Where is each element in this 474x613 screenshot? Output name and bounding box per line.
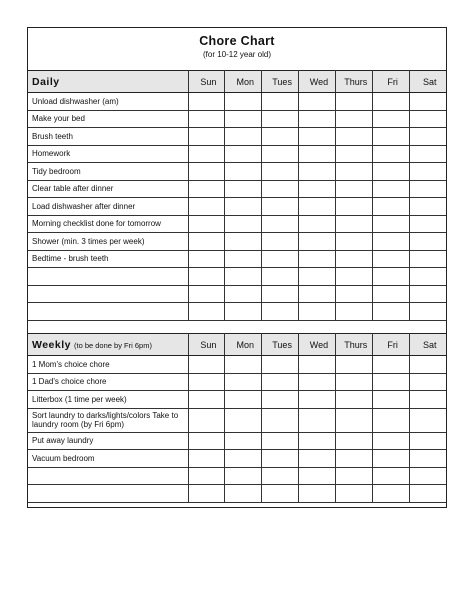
checkbox-cell-fri[interactable]: [372, 467, 409, 485]
checkbox-cell-wed[interactable]: [299, 128, 336, 146]
checkbox-cell-mon[interactable]: [225, 373, 262, 391]
checkbox-cell-thurs[interactable]: [335, 163, 372, 181]
checkbox-cell-tues[interactable]: [262, 450, 299, 468]
checkbox-cell-wed[interactable]: [299, 198, 336, 216]
checkbox-cell-sun[interactable]: [188, 180, 225, 198]
checkbox-cell-sun[interactable]: [188, 391, 225, 409]
weekly-heading-cell: [28, 334, 188, 356]
checkbox-cell-thurs[interactable]: [335, 180, 372, 198]
table-row: [28, 391, 446, 409]
weekly-note: (to be done by Fri 6pm): [74, 340, 152, 350]
checkbox-cell-sat[interactable]: [409, 268, 446, 286]
daily-heading-cell: [28, 71, 188, 93]
checkbox-cell-mon[interactable]: [225, 180, 262, 198]
checkbox-cell-fri[interactable]: [372, 198, 409, 216]
checkbox-cell-wed[interactable]: [299, 303, 336, 321]
checkbox-cell-wed[interactable]: [299, 233, 336, 251]
checkbox-cell-mon[interactable]: [225, 215, 262, 233]
checkbox-cell-fri[interactable]: [372, 93, 409, 111]
checkbox-cell-fri[interactable]: [372, 356, 409, 374]
checkbox-cell-fri[interactable]: [372, 432, 409, 450]
checkbox-cell-mon[interactable]: [225, 450, 262, 468]
checkbox-cell-sun[interactable]: [188, 268, 225, 286]
checkbox-cell-thurs[interactable]: [335, 467, 372, 485]
checkbox-cell-wed[interactable]: [299, 408, 336, 432]
checkbox-cell-thurs[interactable]: [335, 450, 372, 468]
table-row: [28, 373, 446, 391]
checkbox-cell-tues[interactable]: [262, 215, 299, 233]
checkbox-cell-sat[interactable]: [409, 110, 446, 128]
checkbox-cell-sat[interactable]: [409, 485, 446, 503]
table-row: [28, 408, 446, 432]
checkbox-cell-tues[interactable]: [262, 485, 299, 503]
checkbox-cell-fri[interactable]: [372, 145, 409, 163]
table-row: [28, 485, 446, 503]
checkbox-cell-fri[interactable]: [372, 303, 409, 321]
checkbox-cell-wed[interactable]: [299, 180, 336, 198]
checkbox-cell-mon[interactable]: [225, 145, 262, 163]
weekly-table: [28, 333, 446, 503]
checkbox-cell-thurs[interactable]: [335, 233, 372, 251]
checkbox-cell-fri[interactable]: [372, 391, 409, 409]
daily-table: [28, 70, 446, 321]
checkbox-cell-thurs[interactable]: [335, 145, 372, 163]
checkbox-cell-fri[interactable]: [372, 485, 409, 503]
checkbox-cell-fri[interactable]: [372, 163, 409, 181]
checkbox-cell-sat[interactable]: [409, 93, 446, 111]
checkbox-cell-sun[interactable]: [188, 198, 225, 216]
checkbox-cell-thurs[interactable]: [335, 356, 372, 374]
daily-task-label: [28, 303, 188, 321]
table-row: [28, 303, 446, 321]
checkbox-cell-sun[interactable]: [188, 110, 225, 128]
table-row: [28, 163, 446, 181]
checkbox-cell-fri[interactable]: [372, 110, 409, 128]
chart-title: Chore Chart: [199, 34, 275, 48]
checkbox-cell-sat[interactable]: [409, 250, 446, 268]
daily-day-header-fri: Fri: [372, 71, 409, 93]
checkbox-cell-mon[interactable]: [225, 408, 262, 432]
checkbox-cell-thurs[interactable]: [335, 268, 372, 286]
table-row: [28, 250, 446, 268]
weekly-day-header-mon: Mon: [225, 334, 262, 356]
table-row: [28, 432, 446, 450]
checkbox-cell-sat[interactable]: [409, 408, 446, 432]
daily-day-header-sat: Sat: [409, 71, 446, 93]
daily-header-row: [28, 71, 446, 93]
chart-subtitle: (for 10-12 year old): [202, 50, 272, 59]
weekly-task-label: 1 Mom's choice chore: [28, 356, 188, 374]
daily-task-label: Homework: [28, 145, 188, 163]
table-row: [28, 93, 446, 111]
checkbox-cell-mon[interactable]: [225, 198, 262, 216]
checkbox-cell-wed[interactable]: [299, 450, 336, 468]
table-row: [28, 467, 446, 485]
checkbox-cell-wed[interactable]: [299, 467, 336, 485]
weekly-day-header-sun: Sun: [188, 334, 225, 356]
checkbox-cell-mon[interactable]: [225, 163, 262, 181]
checkbox-cell-sat[interactable]: [409, 145, 446, 163]
weekly-task-label: [28, 485, 188, 503]
checkbox-cell-mon[interactable]: [225, 485, 262, 503]
checkbox-cell-mon[interactable]: [225, 233, 262, 251]
checkbox-cell-tues[interactable]: [262, 373, 299, 391]
checkbox-cell-tues[interactable]: [262, 391, 299, 409]
checkbox-cell-thurs[interactable]: [335, 408, 372, 432]
checkbox-cell-thurs[interactable]: [335, 250, 372, 268]
checkbox-cell-tues[interactable]: [262, 180, 299, 198]
checkbox-cell-sat[interactable]: [409, 450, 446, 468]
checkbox-cell-sun[interactable]: [188, 163, 225, 181]
daily-task-label: Bedtime - brush teeth: [28, 250, 188, 268]
daily-day-header-mon: Mon: [225, 71, 262, 93]
daily-day-header-sun: Sun: [188, 71, 225, 93]
checkbox-cell-thurs[interactable]: [335, 373, 372, 391]
checkbox-cell-mon[interactable]: [225, 356, 262, 374]
checkbox-cell-sun[interactable]: [188, 356, 225, 374]
checkbox-cell-thurs[interactable]: [335, 432, 372, 450]
checkbox-cell-fri[interactable]: [372, 450, 409, 468]
checkbox-cell-tues[interactable]: [262, 467, 299, 485]
checkbox-cell-tues[interactable]: [262, 250, 299, 268]
weekly-day-header-wed: Wed: [299, 334, 336, 356]
weekly-heading: Weekly: [32, 338, 71, 351]
checkbox-cell-sat[interactable]: [409, 373, 446, 391]
daily-heading: Daily: [32, 75, 60, 88]
checkbox-cell-mon[interactable]: [225, 391, 262, 409]
checkbox-cell-thurs[interactable]: [335, 285, 372, 303]
checkbox-cell-wed[interactable]: [299, 391, 336, 409]
table-row: [28, 128, 446, 146]
checkbox-cell-sat[interactable]: [409, 356, 446, 374]
table-row: [28, 285, 446, 303]
checkbox-cell-sun[interactable]: [188, 250, 225, 268]
checkbox-cell-sat[interactable]: [409, 467, 446, 485]
checkbox-cell-fri[interactable]: [372, 250, 409, 268]
daily-task-label: Clear table after dinner: [28, 180, 188, 198]
checkbox-cell-tues[interactable]: [262, 233, 299, 251]
checkbox-cell-sun[interactable]: [188, 373, 225, 391]
table-row: [28, 180, 446, 198]
checkbox-cell-thurs[interactable]: [335, 128, 372, 146]
checkbox-cell-tues[interactable]: [262, 356, 299, 374]
checkbox-cell-mon[interactable]: [225, 268, 262, 286]
checkbox-cell-tues[interactable]: [262, 285, 299, 303]
table-row: [28, 145, 446, 163]
checkbox-cell-sun[interactable]: [188, 450, 225, 468]
daily-day-header-tues: Tues: [262, 71, 299, 93]
chore-chart-sheet: [27, 27, 447, 508]
checkbox-cell-fri[interactable]: [372, 285, 409, 303]
weekly-day-header-fri: Fri: [372, 334, 409, 356]
checkbox-cell-wed[interactable]: [299, 215, 336, 233]
weekly-task-label: 1 Dad's choice chore: [28, 373, 188, 391]
daily-day-header-wed: Wed: [299, 71, 336, 93]
checkbox-cell-sun[interactable]: [188, 233, 225, 251]
table-row: [28, 110, 446, 128]
daily-task-label: Morning checklist done for tomorrow: [28, 215, 188, 233]
checkbox-cell-wed[interactable]: [299, 432, 336, 450]
checkbox-cell-fri[interactable]: [372, 268, 409, 286]
checkbox-cell-thurs[interactable]: [335, 391, 372, 409]
checkbox-cell-wed[interactable]: [299, 110, 336, 128]
checkbox-cell-thurs[interactable]: [335, 110, 372, 128]
daily-task-label: Tidy bedroom: [28, 163, 188, 181]
weekly-task-label: Sort laundry to darks/lights/colors Take to laundry room (by Fri 6pm): [28, 408, 188, 432]
weekly-day-header-thurs: Thurs: [335, 334, 372, 356]
table-row: [28, 356, 446, 374]
table-row: [28, 233, 446, 251]
checkbox-cell-tues[interactable]: [262, 110, 299, 128]
checkbox-cell-sun[interactable]: [188, 408, 225, 432]
checkbox-cell-tues[interactable]: [262, 163, 299, 181]
table-row: [28, 215, 446, 233]
daily-task-label: Brush teeth: [28, 128, 188, 146]
checkbox-cell-mon[interactable]: [225, 128, 262, 146]
weekly-day-header-sat: Sat: [409, 334, 446, 356]
checkbox-cell-fri[interactable]: [372, 215, 409, 233]
table-row: [28, 450, 446, 468]
checkbox-cell-wed[interactable]: [299, 285, 336, 303]
checkbox-cell-wed[interactable]: [299, 93, 336, 111]
weekly-header-row: [28, 334, 446, 356]
checkbox-cell-sun[interactable]: [188, 467, 225, 485]
checkbox-cell-sun[interactable]: [188, 93, 225, 111]
daily-task-label: Make your bed: [28, 110, 188, 128]
checkbox-cell-wed[interactable]: [299, 145, 336, 163]
weekly-task-label: Vacuum bedroom: [28, 450, 188, 468]
checkbox-cell-mon[interactable]: [225, 250, 262, 268]
checkbox-cell-tues[interactable]: [262, 93, 299, 111]
checkbox-cell-wed[interactable]: [299, 163, 336, 181]
checkbox-cell-sat[interactable]: [409, 303, 446, 321]
checkbox-cell-sat[interactable]: [409, 285, 446, 303]
checkbox-cell-thurs[interactable]: [335, 303, 372, 321]
checkbox-cell-fri[interactable]: [372, 128, 409, 146]
checkbox-cell-sun[interactable]: [188, 285, 225, 303]
checkbox-cell-sat[interactable]: [409, 233, 446, 251]
checkbox-cell-tues[interactable]: [262, 408, 299, 432]
checkbox-cell-sat[interactable]: [409, 215, 446, 233]
checkbox-cell-sat[interactable]: [409, 198, 446, 216]
weekly-task-label: Litterbox (1 time per week): [28, 391, 188, 409]
checkbox-cell-sat[interactable]: [409, 391, 446, 409]
checkbox-cell-wed[interactable]: [299, 485, 336, 503]
checkbox-cell-mon[interactable]: [225, 467, 262, 485]
daily-task-label: [28, 285, 188, 303]
checkbox-cell-tues[interactable]: [262, 432, 299, 450]
checkbox-cell-thurs[interactable]: [335, 215, 372, 233]
checkbox-cell-mon[interactable]: [225, 303, 262, 321]
checkbox-cell-thurs[interactable]: [335, 485, 372, 503]
daily-task-label: Load dishwasher after dinner: [28, 198, 188, 216]
weekly-task-label: [28, 467, 188, 485]
checkbox-cell-mon[interactable]: [225, 432, 262, 450]
checkbox-cell-sun[interactable]: [188, 485, 225, 503]
checkbox-cell-sun[interactable]: [188, 145, 225, 163]
checkbox-cell-mon[interactable]: [225, 110, 262, 128]
checkbox-cell-thurs[interactable]: [335, 198, 372, 216]
checkbox-cell-sat[interactable]: [409, 163, 446, 181]
checkbox-cell-sat[interactable]: [409, 128, 446, 146]
daily-day-header-thurs: Thurs: [335, 71, 372, 93]
checkbox-cell-wed[interactable]: [299, 250, 336, 268]
checkbox-cell-sat[interactable]: [409, 432, 446, 450]
checkbox-cell-tues[interactable]: [262, 303, 299, 321]
daily-task-label: Unload dishwasher (am): [28, 93, 188, 111]
checkbox-cell-wed[interactable]: [299, 373, 336, 391]
checkbox-cell-sun[interactable]: [188, 432, 225, 450]
checkbox-cell-mon[interactable]: [225, 285, 262, 303]
checkbox-cell-sat[interactable]: [409, 180, 446, 198]
checkbox-cell-sun[interactable]: [188, 215, 225, 233]
checkbox-cell-tues[interactable]: [262, 268, 299, 286]
checkbox-cell-fri[interactable]: [372, 408, 409, 432]
weekly-day-header-tues: Tues: [262, 334, 299, 356]
checkbox-cell-tues[interactable]: [262, 145, 299, 163]
checkbox-cell-sun[interactable]: [188, 128, 225, 146]
table-row: [28, 198, 446, 216]
checkbox-cell-fri[interactable]: [372, 180, 409, 198]
checkbox-cell-fri[interactable]: [372, 233, 409, 251]
checkbox-cell-sun[interactable]: [188, 303, 225, 321]
daily-task-label: [28, 268, 188, 286]
table-row: [28, 268, 446, 286]
checkbox-cell-tues[interactable]: [262, 128, 299, 146]
daily-task-label: Shower (min. 3 times per week): [28, 233, 188, 251]
checkbox-cell-mon[interactable]: [225, 93, 262, 111]
checkbox-cell-wed[interactable]: [299, 356, 336, 374]
title-box: [28, 28, 446, 71]
checkbox-cell-tues[interactable]: [262, 198, 299, 216]
checkbox-cell-wed[interactable]: [299, 268, 336, 286]
weekly-task-label: Put away laundry: [28, 432, 188, 450]
checkbox-cell-fri[interactable]: [372, 373, 409, 391]
checkbox-cell-thurs[interactable]: [335, 93, 372, 111]
